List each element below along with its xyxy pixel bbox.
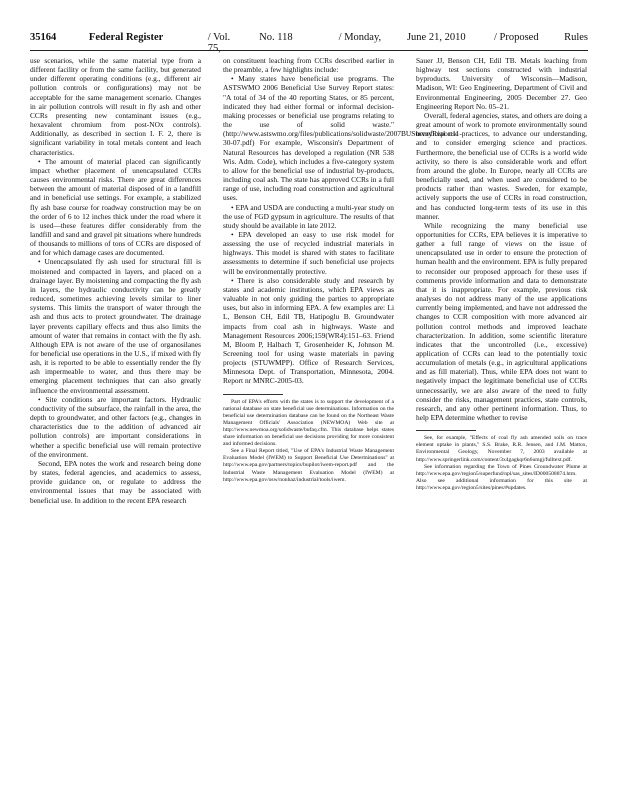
paragraph: Overall, federal agencies, states, and others are doing a great amount of work to promote environmentally sound beneficial use practices, to advance our understanding, and to consider emerging science and practices. Furthermore, the beneficial use of CCRs is a world wide activity, so there is also considerable work and effort from around the globe. In Europe, nearly all CCRs are beneficially used, and when used are considered to be products rather than wastes. Sweden, for example, actively supports the use of CCRs in road construction, and has conducted long-term tests of its use in this manner. xyxy=(416,110,587,221)
header-rule xyxy=(30,50,588,51)
column-1 xyxy=(30,56,201,786)
paragraph: • There is also considerable study and research by states and academic institutions, which EPA views as valuable in not only guiding the parties to appropriate uses, but also in informing EPA. A few examples are: Li L, Benson CH, Edil TB, Hatipoglu B. Groundwater impacts from coal ash in highways. Waste and Management Resources 2006;159(WR4):151–63. Friend M, Bloom P, Halbach T, Grosenheider K, Johnson M. Screening tool for using waste materials in paving projects (STUWMPP). Office of Research Services, Minnesota Dept. of Transportation, Minnesota, 2004. Report nr MNRC-2005-03. xyxy=(223,275,394,386)
paragraph: on constituent leaching from CCRs described earlier in the preamble, a few highlights include: xyxy=(223,56,394,75)
paragraph: • The amount of material placed can significantly impact whether placement of unencapsulated CCRs causes environmental risks. There are great differences between the amount of material disposed of in a landfill and in beneficial use settings. For example, a stabilized fly ash base course for roadway construction may be on the order of 6 to 12 inches thick under the road where it is used—these features differ considerably from the landfill and sand and gravel pit situations where hundreds of thousands to millions of tons of CCRs are disposed of and for which damage cases are documented. xyxy=(30,156,201,258)
paragraph: • EPA developed an easy to use risk model for assessing the use of recycled industrial materials in highways. This model is shared with states to facilitate assessments to determine if such beneficial use projects will be environmentally protective. xyxy=(223,229,394,276)
footnote: See, for example, "Effects of coal fly ash amended soils on trace element uptake in plants," S.S. Brake, R.R. Jensen, and J.M. Mattox, Environmental Geology, November 7, 2003 available at http://www.springerlink.com/content/3x4gagkqr6n6umgj/fulltext.pdf. xyxy=(416,435,587,463)
footnote-separator xyxy=(416,430,476,431)
paragraph: • EPA and USDA are conducting a multi-year study on the use of FGD gypsum in agriculture. The results of that study should be available in late 2012. xyxy=(223,202,394,230)
column-3 xyxy=(416,56,587,786)
paragraph: • Many states have beneficial use programs. The ASTSWMO 2006 Beneficial Use Survey Report states: "A total of 34 of the 40 reporting States, or 85 percent, indicated they had either formal or informal decision-making processes or beneficial use programs relating to the use of solid waste." (http://www.astswmo.org/files/publications/solidwaste/2007BUSurveyReport11-30-07.pdf) For example, Wisconsin's Department of Natural Resources has developed a regulation (NR 538 Wis. Adm. Code), which includes a five-category system to allow for the beneficial use of industrial by-products, including coal ash. The state has approved CCRs in a full range of use, including road construction and agricultural uses. xyxy=(223,74,462,203)
paragraph: While recognizing the many beneficial use opportunities for CCRs, EPA believes it is imperative to gather a full range of views on the issue of unencapsulated use in order to ensure the protection of human health and the environment. EPA is fully prepared to reconsider our proposed approach for these uses if comments provide information and data to demonstrate that it is inappropriate. For example, previous risk analyses do not address many of the use applications currently being implemented, and have not addressed the changes to CCR composition with more advanced air pollution control methods and improved leachate characterization. In addition, some scientific literature indicates that the uncontrolled (i.e., excessive) application of CCRs can lead to the potentially toxic accumulation of metals (e.g., in agricultural applications and as fill material). Thus, while EPA does not want to negatively impact the legitimate beneficial use of CCRs unnecessarily, we are also aware of the need to fully consider the risks, management practices, state controls, research, and any other pertinent information. Thus, to help EPA determine whether to revise xyxy=(416,220,587,423)
page-number: 35164 xyxy=(30,32,57,43)
paragraph: • Site conditions are important factors. Hydraulic conductivity of the subsurface, the rainfall in the area, the depth to groundwater, and other factors (e.g., changes in characteristics due to the addition of advanced air pollution controls) are important considerations in whether a specific beneficial use will remain protective of the environment. xyxy=(30,394,201,459)
page-header xyxy=(30,32,588,54)
weekday: / Monday, xyxy=(338,32,382,43)
footnote-separator xyxy=(223,394,283,395)
paragraph: Sauer JJ, Benson CH, Edil TB. Metals leaching from highway test sections constructed with industrial byproducts. University of Wisconsin—Madison, Madison, WI: Geo Engineering, Department of Civil and Environmental Engineering, 2005 December 27. Geo Engineering Report No. 05–21. xyxy=(416,56,587,111)
document-type: Rules xyxy=(564,32,588,43)
column-2 xyxy=(223,56,462,786)
section-label: / Proposed xyxy=(493,32,539,43)
paragraph: • Unencapsulated fly ash used for structural fill is moistened and compacted in layers, and placed on a drainage layer. By moistening and compacting the fly ash in layers, the hydraulic conductivity can be greatly reduced, sometimes achieving levels similar to liner systems. This limits the transport of water through the ash and thus acts to protect groundwater. The drainage layer prevents capillary effects and thus also limits the amount of water that remains in contact with the fly ash. Although EPA is not aware of the use of organosilanes for beneficial use operations in the U.S., if mixed with fly ash, it is reported to be able to essentially render the fly ash impermeable to water, and thus there may be emerging placement techniques that can also greatly influence the environmental assessment. xyxy=(30,257,201,395)
footnote: Part of EPA's efforts with the states is to support the development of a national database on state beneficial use determinations. Information on the beneficial use determination database can be found on the Northeast Waste Management Officials' Association (NEWMOA) Web site at http://www.newmoa.org/solidwaste/bufaq.cfm. This database helps states share information on beneficial use decisions providing for more consistent and informed decisions. xyxy=(223,398,394,448)
footnote: See information regarding the Town of Pines Groundwater Plume at http://www.epa.gov/region5/superfund/npl/sas_sites/ID000508874.htm. Also see additional information for this site at http://www.epa.gov/region5/sites/pines/#updates. xyxy=(416,463,587,491)
publication-title: Federal Register xyxy=(88,32,164,43)
footnote: See a Final Report titled, "Use of EPA's Industrial Waste Management Evaluation Model (IWEM) to Support Beneficial Use Determinations" at http://www.epa.gov/partners/topics/bupilot/iwem-report.pdf and the Industrial Waste Management Evaluation Model (IWEM) at http://www.epa.gov/osw/nonhaz/industrial/tools/iwem. xyxy=(223,448,394,483)
issue-number: No. 118 xyxy=(259,32,293,43)
paragraph: Second, EPA notes the work and research being done by states, federal agencies, and academics to assess, provide guidance on, or regulate to address the environmental issues that may be associated with beneficial use. In addition to the recent EPA research xyxy=(30,458,201,505)
volume: / Vol. 75, xyxy=(207,32,231,54)
paragraph: use scenarios, while the same material type from a different facility or from the same facility, but generated under different operating conditions (e.g., different air pollution controls or configurations) may not be acceptable for the same management scenario. Changes in air pollution controls will result in fly ash and other CCRs presenting new contaminant issues (e.g., hexavalent chromium from post-NOx controls). Additionally, as described in section I. F. 2, there is significant variability in total metals content and leach characteristics. xyxy=(30,56,201,157)
issue-date: June 21, 2010 xyxy=(406,32,466,43)
